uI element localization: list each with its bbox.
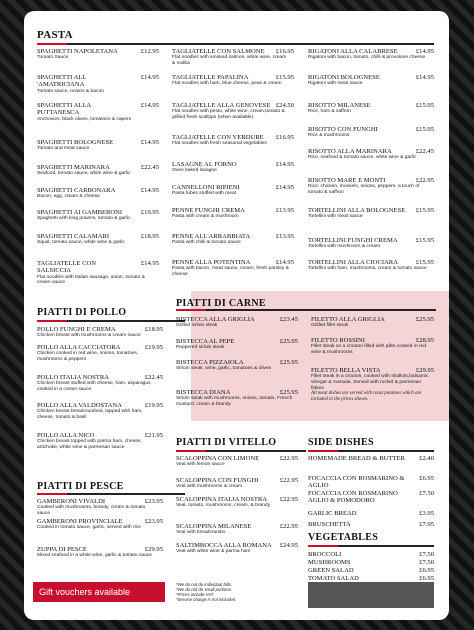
menu-item-name: BISTECCA DIANA <box>176 389 231 396</box>
section-title-vegetables: VEGETABLES <box>308 532 379 543</box>
menu-item-name: RISOTTO MARE E MONTI <box>308 177 386 184</box>
menu-item <box>37 260 159 286</box>
menu-item <box>37 518 163 531</box>
menu-item-name: TAGLIATELLE ALLA GENOVESE <box>172 102 271 109</box>
menu-item-name: PENNE ALL'ARRABBIATA <box>172 233 251 240</box>
menu-item-description: Tomato and meat sauce <box>37 146 90 152</box>
menu-item-price: £15.95 <box>415 126 434 133</box>
menu-item-description: Veal with breadcrumbs <box>176 530 226 536</box>
menu-item <box>308 559 434 566</box>
menu-item-description: Tortellini with ham, mushrooms, cream & tomato sauce <box>308 266 427 272</box>
carne-note: All meat dishes are served with roast potatoes which are included in the prices shown. <box>311 391 422 402</box>
menu-item-name: TORTELLINI FUNGHI CREMA <box>308 237 398 244</box>
menu-item-name: FILETTO ALLA GRIGLIA <box>311 316 385 323</box>
menu-item-description: Tomato Sauce <box>37 55 69 61</box>
section-title-sides: SIDE DISHES <box>308 437 374 448</box>
menu-item-name: POLLO ALLA CACCIATORA <box>37 344 121 351</box>
menu-item-description: Chicken cooked in red wine, onions, tomatoes, mushrooms & peppers <box>37 351 139 362</box>
menu-item <box>308 259 434 272</box>
menu-item-price: £15.95 <box>415 207 434 214</box>
menu-item-price: £3.95 <box>419 510 434 517</box>
section-title-vitello: PIATTI DI VITELLO <box>176 437 277 448</box>
menu-item <box>37 402 163 421</box>
menu-item <box>308 475 434 490</box>
menu-item-description: Oven baked lasagne <box>172 168 217 174</box>
menu-item <box>176 496 298 509</box>
menu-item-price: £25.95 <box>415 316 434 323</box>
menu-item-description: Peppered sirloin steak <box>176 345 225 351</box>
menu-item-price: £12.95 <box>140 48 159 55</box>
menu-item-name: SCALOPPINA MILANESE <box>176 523 252 530</box>
menu-item <box>37 432 163 451</box>
menu-item <box>37 344 163 363</box>
menu-item-name: RIGATONI ALLA CALABRESE <box>308 48 398 55</box>
menu-item-name: GARLIC BREAD <box>308 510 357 517</box>
footer-note: *We do not do small portions. <box>176 587 233 592</box>
section-rule-pesce <box>37 493 185 495</box>
footer-note: *Service charge is not included. <box>176 597 237 602</box>
menu-item-price: £29.95 <box>144 546 163 553</box>
menu-item-price: £16.95 <box>275 134 294 141</box>
menu-item-price: £22.95 <box>279 496 298 503</box>
menu-item-description: Cooked in tomato sauce, garlic, served with rice <box>37 525 141 531</box>
menu-item-name: TOMATO SALAD <box>308 575 359 582</box>
menu-item-price: £22.95 <box>415 177 434 184</box>
menu-item-name: FOCACCIA CON ROSMARINO & AGLIO <box>308 475 405 490</box>
menu-item-description: Anchovies, black olives, tomatoes & capers <box>37 116 132 122</box>
menu-item <box>172 134 294 147</box>
menu-item <box>37 546 163 559</box>
menu-item-description: Pasta with chilli & tomato sauce <box>172 240 241 246</box>
menu-item-price: £25.95 <box>279 359 298 366</box>
menu-item-price: £14.95 <box>140 187 159 194</box>
menu-item-name: TORTELLINI ALLA BOLOGNESE <box>308 207 406 214</box>
menu-item-name: CANNELLONI RIPIENI <box>172 184 240 191</box>
menu-item-description: Fillet steak on a crouton filled with pâté,cooked in red wine & mushrooms <box>311 344 426 355</box>
menu-item-description: Rice, chicken, mussels, onions, peppers, a touch of tomato & saffron <box>308 184 420 195</box>
menu-item-name: POLLO ALLA VALDOSTANA <box>37 402 122 409</box>
section-rule-pollo <box>37 320 185 322</box>
menu-item-price: £13.95 <box>275 207 294 214</box>
menu-item-name: SPAGHETTI BOLOGNESE <box>37 139 114 146</box>
menu-item-name: GREEN SALAD <box>308 567 354 574</box>
menu-item <box>176 338 298 351</box>
menu-item-description: Pasta with bacon, meat sauce, cream, fresh parsley & cheese <box>172 266 289 277</box>
menu-item-price: £29.95 <box>415 367 434 374</box>
menu-item-description: Pasta with cream & mushroom <box>172 214 239 220</box>
menu-item-price: £15.95 <box>415 102 434 109</box>
menu-item-description: Rigatoni with meat sauce <box>308 81 363 87</box>
menu-item <box>37 498 163 517</box>
menu-item <box>37 139 159 152</box>
menu-item-description: Tomato sauce, onions & bacon <box>37 88 104 94</box>
menu-item-name: FILETTO BELLA VISTA <box>311 367 381 374</box>
menu-item-price: £22.45 <box>140 164 159 171</box>
menu-item <box>37 102 159 122</box>
menu-item <box>176 359 298 372</box>
menu-item-description: Chicken breast breadcrumbed, topped with ham, cheese, tomato & basil <box>37 409 143 420</box>
menu-item-price: £13.95 <box>275 233 294 240</box>
footer-notes <box>176 582 304 602</box>
menu-item-price: £25.95 <box>279 338 298 345</box>
menu-item-name: PENNE FUNGHI CREMA <box>172 207 245 214</box>
section-title-pollo: PIATTI DI POLLO <box>37 307 127 318</box>
gift-vouchers-banner: Gift vouchers available <box>33 582 165 602</box>
menu-item <box>308 551 434 558</box>
menu-item-price: £7.50 <box>419 551 434 558</box>
menu-item <box>37 187 159 200</box>
menu-item-description: Rice, ham & saffron <box>308 109 351 115</box>
menu-item-name: RISOTTO MILANESE <box>308 102 371 109</box>
menu-item-name: SALTIMBOCCA ALLA ROMANA <box>176 542 272 549</box>
menu-item-price: £28.95 <box>415 337 434 344</box>
menu-item <box>308 490 434 505</box>
menu-item-description: Flat noodles with ham, blue cheese, peas & cream <box>172 81 282 87</box>
menu-item <box>37 164 159 177</box>
menu-item-description: Flat noodles with Italian sausage, onion, tomato & cream sauce <box>37 274 145 286</box>
menu-item-price: £23.45 <box>279 316 298 323</box>
menu-item <box>176 455 298 468</box>
menu-item-price: £14.95 <box>140 139 159 146</box>
menu-item <box>176 316 298 329</box>
menu-item <box>308 567 434 574</box>
menu-item-price: £22.45 <box>144 374 163 381</box>
menu-item-name: RISOTTO CON FUNGHI <box>308 126 378 133</box>
menu-item-description: Chicken breast stuffed with cheese, ham, asparagus cooked in a cream sauce <box>37 381 151 392</box>
menu-item <box>311 316 434 329</box>
menu-card <box>24 11 449 620</box>
menu-item-name: RISOTTO ALLA MARINARA <box>308 148 392 155</box>
menu-item-price: £22.95 <box>279 523 298 530</box>
menu-item-name: BISTECCA ALLA GRIGLIA <box>176 316 255 323</box>
menu-item <box>308 126 434 139</box>
menu-item-name: SCALOPPINA CON FUNGHI <box>176 477 259 484</box>
menu-item-price: £18.95 <box>144 326 163 333</box>
menu-item <box>172 259 294 278</box>
menu-item-name: SPAGHETTI MARINARA <box>37 164 110 171</box>
menu-item-name: SPAGHETTI NAPOLETANA <box>37 48 118 55</box>
menu-item-name: SPAGHETTI ALLA PUTTANESCA <box>37 102 91 117</box>
menu-item <box>176 523 298 536</box>
menu-item-name: LASAGNE AL FORNO <box>172 161 237 168</box>
menu-item-description: Rice & mushrooms <box>308 133 350 139</box>
menu-item-price: £14.95 <box>415 48 434 55</box>
menu-item-description: Flat noodles with pesto, white wine, cream,tomato & grilled fresh scallops (when available) <box>172 109 285 120</box>
menu-item-name: SPAGHETTI CALAMARI <box>37 233 110 240</box>
menu-item <box>172 161 294 174</box>
menu-item <box>172 233 294 246</box>
menu-item-name: RIGATONI BOLOGNESE <box>308 74 380 81</box>
menu-item-price: £14.95 <box>140 74 159 81</box>
menu-item-name: MUSHROOMS <box>308 559 351 566</box>
menu-item-price: £22.45 <box>415 148 434 155</box>
menu-item-description: Grilled fillet steak <box>311 323 349 329</box>
menu-item-price: £22.95 <box>279 477 298 484</box>
menu-item-price: £14.95 <box>275 259 294 266</box>
menu-item-description: Veal with lemon sauce <box>176 462 225 468</box>
menu-item-name: POLLO ITALIA NOSTRA <box>37 374 109 381</box>
menu-item <box>172 207 294 220</box>
section-rule-vegetables <box>308 545 434 547</box>
menu-item-description: Bacon, egg, cream & cheese <box>37 194 100 200</box>
menu-item-description: Fillet steak in a crouton, cooked with shallots,balsamic vinegar & marsala. Served with rocket & parmesan flakes <box>311 374 429 391</box>
section-title-pesce: PIATTI DI PESCE <box>37 481 124 492</box>
menu-item-price: £6.95 <box>419 575 434 582</box>
menu-item-price: £19.95 <box>144 402 163 409</box>
menu-item-name: SCALOPPINA ITALIA NOSTRA <box>176 496 268 503</box>
menu-item <box>172 184 294 197</box>
menu-item-price: £15.95 <box>275 74 294 81</box>
menu-item-description: Sirloin steak with mushrooms, onions, tomato, French mustard, cream & brandy <box>176 396 293 407</box>
menu-item <box>37 48 159 61</box>
menu-item-description: Squid, tomato sauce, white wine & garlic <box>37 240 125 246</box>
menu-item-price: £15.95 <box>415 237 434 244</box>
menu-item-name: TAGLIATELLE CON VERDURE <box>172 134 264 141</box>
menu-item <box>308 74 434 87</box>
menu-item-name: GAMBERONI PROVINCIALE <box>37 518 123 525</box>
menu-item <box>172 102 294 121</box>
menu-item-price: £14.95 <box>275 184 294 191</box>
menu-item-description: Flat noodles with fresh seasonal vegetables <box>172 141 267 147</box>
menu-item-price: £14.95 <box>275 161 294 168</box>
menu-item-name: ZUPPA DI PESCE <box>37 546 87 553</box>
menu-item <box>172 74 294 87</box>
menu-item-price: £6.95 <box>419 567 434 574</box>
menu-item <box>37 74 159 94</box>
menu-item-name: BISTECCA AL PEPE <box>176 338 235 345</box>
menu-item-name: PENNE ALLA POTENTINA <box>172 259 251 266</box>
menu-item-price: £19.95 <box>140 209 159 216</box>
menu-item-price: £14.95 <box>140 102 159 109</box>
menu-item-name: GAMBERONI VIVALDI <box>37 498 106 505</box>
menu-item-description: Grilled sirloin steak <box>176 323 218 329</box>
footer-note: *Prices include VAT. <box>176 592 215 597</box>
menu-item-name: BISTECCA PIZZAIOLA <box>176 359 244 366</box>
menu-item-description: Chicken breast topped with parma ham, cheese, artichoke, white wine & parmesan sauce <box>37 439 142 450</box>
section-rule-vitello <box>176 450 306 452</box>
menu-item <box>37 233 159 246</box>
menu-item <box>37 326 163 339</box>
footer-image-strip <box>308 582 434 608</box>
menu-item-name: SPAGHETTI AI GAMBERONI <box>37 209 123 216</box>
menu-item-name: TORTELLINI ALLA CIOCIARA <box>308 259 398 266</box>
menu-item-name: POLLO FUNGHI E CREMA <box>37 326 116 333</box>
menu-item-name: SCALOPPINA CON LIMONE <box>176 455 260 462</box>
menu-item-description: Rigatoni with bacon, tomato, chilli & provolone cheese <box>308 55 426 61</box>
menu-item-name: TAGLIATELLE PAPALINA <box>172 74 249 81</box>
menu-item-name: FOCACCIA CON ROSMARINO AGLIO & POMODORO <box>308 490 398 505</box>
menu-item <box>308 237 434 250</box>
menu-item-price: £21.95 <box>144 432 163 439</box>
menu-item-description: Seafood, tomato sauce, white wine & garlic <box>37 171 131 177</box>
menu-item-name: SPAGHETTI ALL 'AMATRICIANA <box>37 74 87 89</box>
menu-item <box>308 48 434 61</box>
menu-item <box>172 48 294 67</box>
menu-item-name: POLLO ALLA NICO <box>37 432 95 439</box>
section-rule-carne <box>176 309 436 311</box>
menu-item-price: £19.95 <box>144 344 163 351</box>
menu-item-name: BRUSCHETTA <box>308 521 351 528</box>
menu-item <box>176 477 298 490</box>
menu-item-price: £14.95 <box>415 74 434 81</box>
menu-item <box>37 209 159 222</box>
section-title-carne: PIATTI DI CARNE <box>176 298 266 309</box>
menu-item-price: £24.50 <box>275 102 294 109</box>
menu-item-name: FILETTO ROSSINI <box>311 337 365 344</box>
menu-item <box>308 207 434 220</box>
menu-item-price: £15.95 <box>415 259 434 266</box>
menu-item-name: BROCCOLI <box>308 551 342 558</box>
menu-item-price: £14.95 <box>140 260 159 267</box>
menu-item-price: £18.95 <box>140 233 159 240</box>
menu-item-description: Chicken breast with mushrooms & cream sauce <box>37 333 141 339</box>
menu-item-price: £16.95 <box>275 48 294 55</box>
menu-item-description: Veal with mushrooms & cream <box>176 484 243 490</box>
menu-item <box>308 510 434 517</box>
menu-item-description: Mixed seafood in a white wine, garlic & tomato sauce <box>37 553 152 559</box>
menu-item <box>311 337 434 356</box>
menu-item <box>308 148 434 161</box>
section-rule-sides <box>308 450 434 452</box>
menu-item <box>311 367 434 391</box>
menu-item-name: SPAGHETTI CARBONARA <box>37 187 116 194</box>
menu-item <box>176 542 298 555</box>
menu-item-name: HOMEMADE BREAD & BUTTER <box>308 455 405 462</box>
menu-item-name: TAGLIATELLE CON SALSICCIA <box>37 260 96 275</box>
menu-item-price: £7.95 <box>419 521 434 528</box>
menu-item-price: £6.95 <box>419 475 434 482</box>
menu-item-description: Flat noodles with smoked salmon, white wine, cream & vodka <box>172 55 287 66</box>
section-title-pasta: PASTA <box>37 29 73 41</box>
menu-item-description: Sirloin steak, wine, garlic, tomatoes & olives <box>176 366 272 372</box>
menu-item-description: Cooked with mushrooms, brandy, cream & tomato sauce <box>37 505 146 516</box>
menu-item <box>176 389 298 408</box>
menu-item-description: Veal, tomato, mushrooms, cream, & brandy <box>176 503 271 509</box>
section-rule-pasta <box>37 43 434 45</box>
menu-item <box>37 374 163 393</box>
menu-item-price: £7.50 <box>419 490 434 497</box>
menu-item-price: £23.95 <box>144 498 163 505</box>
menu-item <box>308 102 434 115</box>
footer-note: *We do not do individual bills. <box>176 582 233 587</box>
menu-item-price: £2.40 <box>419 455 434 462</box>
menu-item-price: £7.50 <box>419 559 434 566</box>
menu-item-name: TAGLIATELLE CON SALMONE <box>172 48 265 55</box>
menu-item-description: Tortellini with mushroom & cream <box>308 244 381 250</box>
menu-item <box>308 177 434 196</box>
menu-item-description: Rice, seafood & tomato sauce, white wine & garlic <box>308 155 417 161</box>
menu-item-description: Spaghetti with king prawns, tomato & garlic <box>37 216 131 222</box>
menu-item-price: £25.95 <box>279 389 298 396</box>
menu-item <box>308 455 434 462</box>
menu-item-description: Tortellini with meat sauce <box>308 214 363 220</box>
menu-item <box>308 521 434 528</box>
menu-item-price: £22.95 <box>279 455 298 462</box>
menu-item-description: Pasta tubes stuffed with meat <box>172 191 237 197</box>
menu-item-price: £24.95 <box>279 542 298 549</box>
menu-item-price: £23.95 <box>144 518 163 525</box>
menu-item-description: Veal with white wine & parma ham <box>176 549 251 555</box>
